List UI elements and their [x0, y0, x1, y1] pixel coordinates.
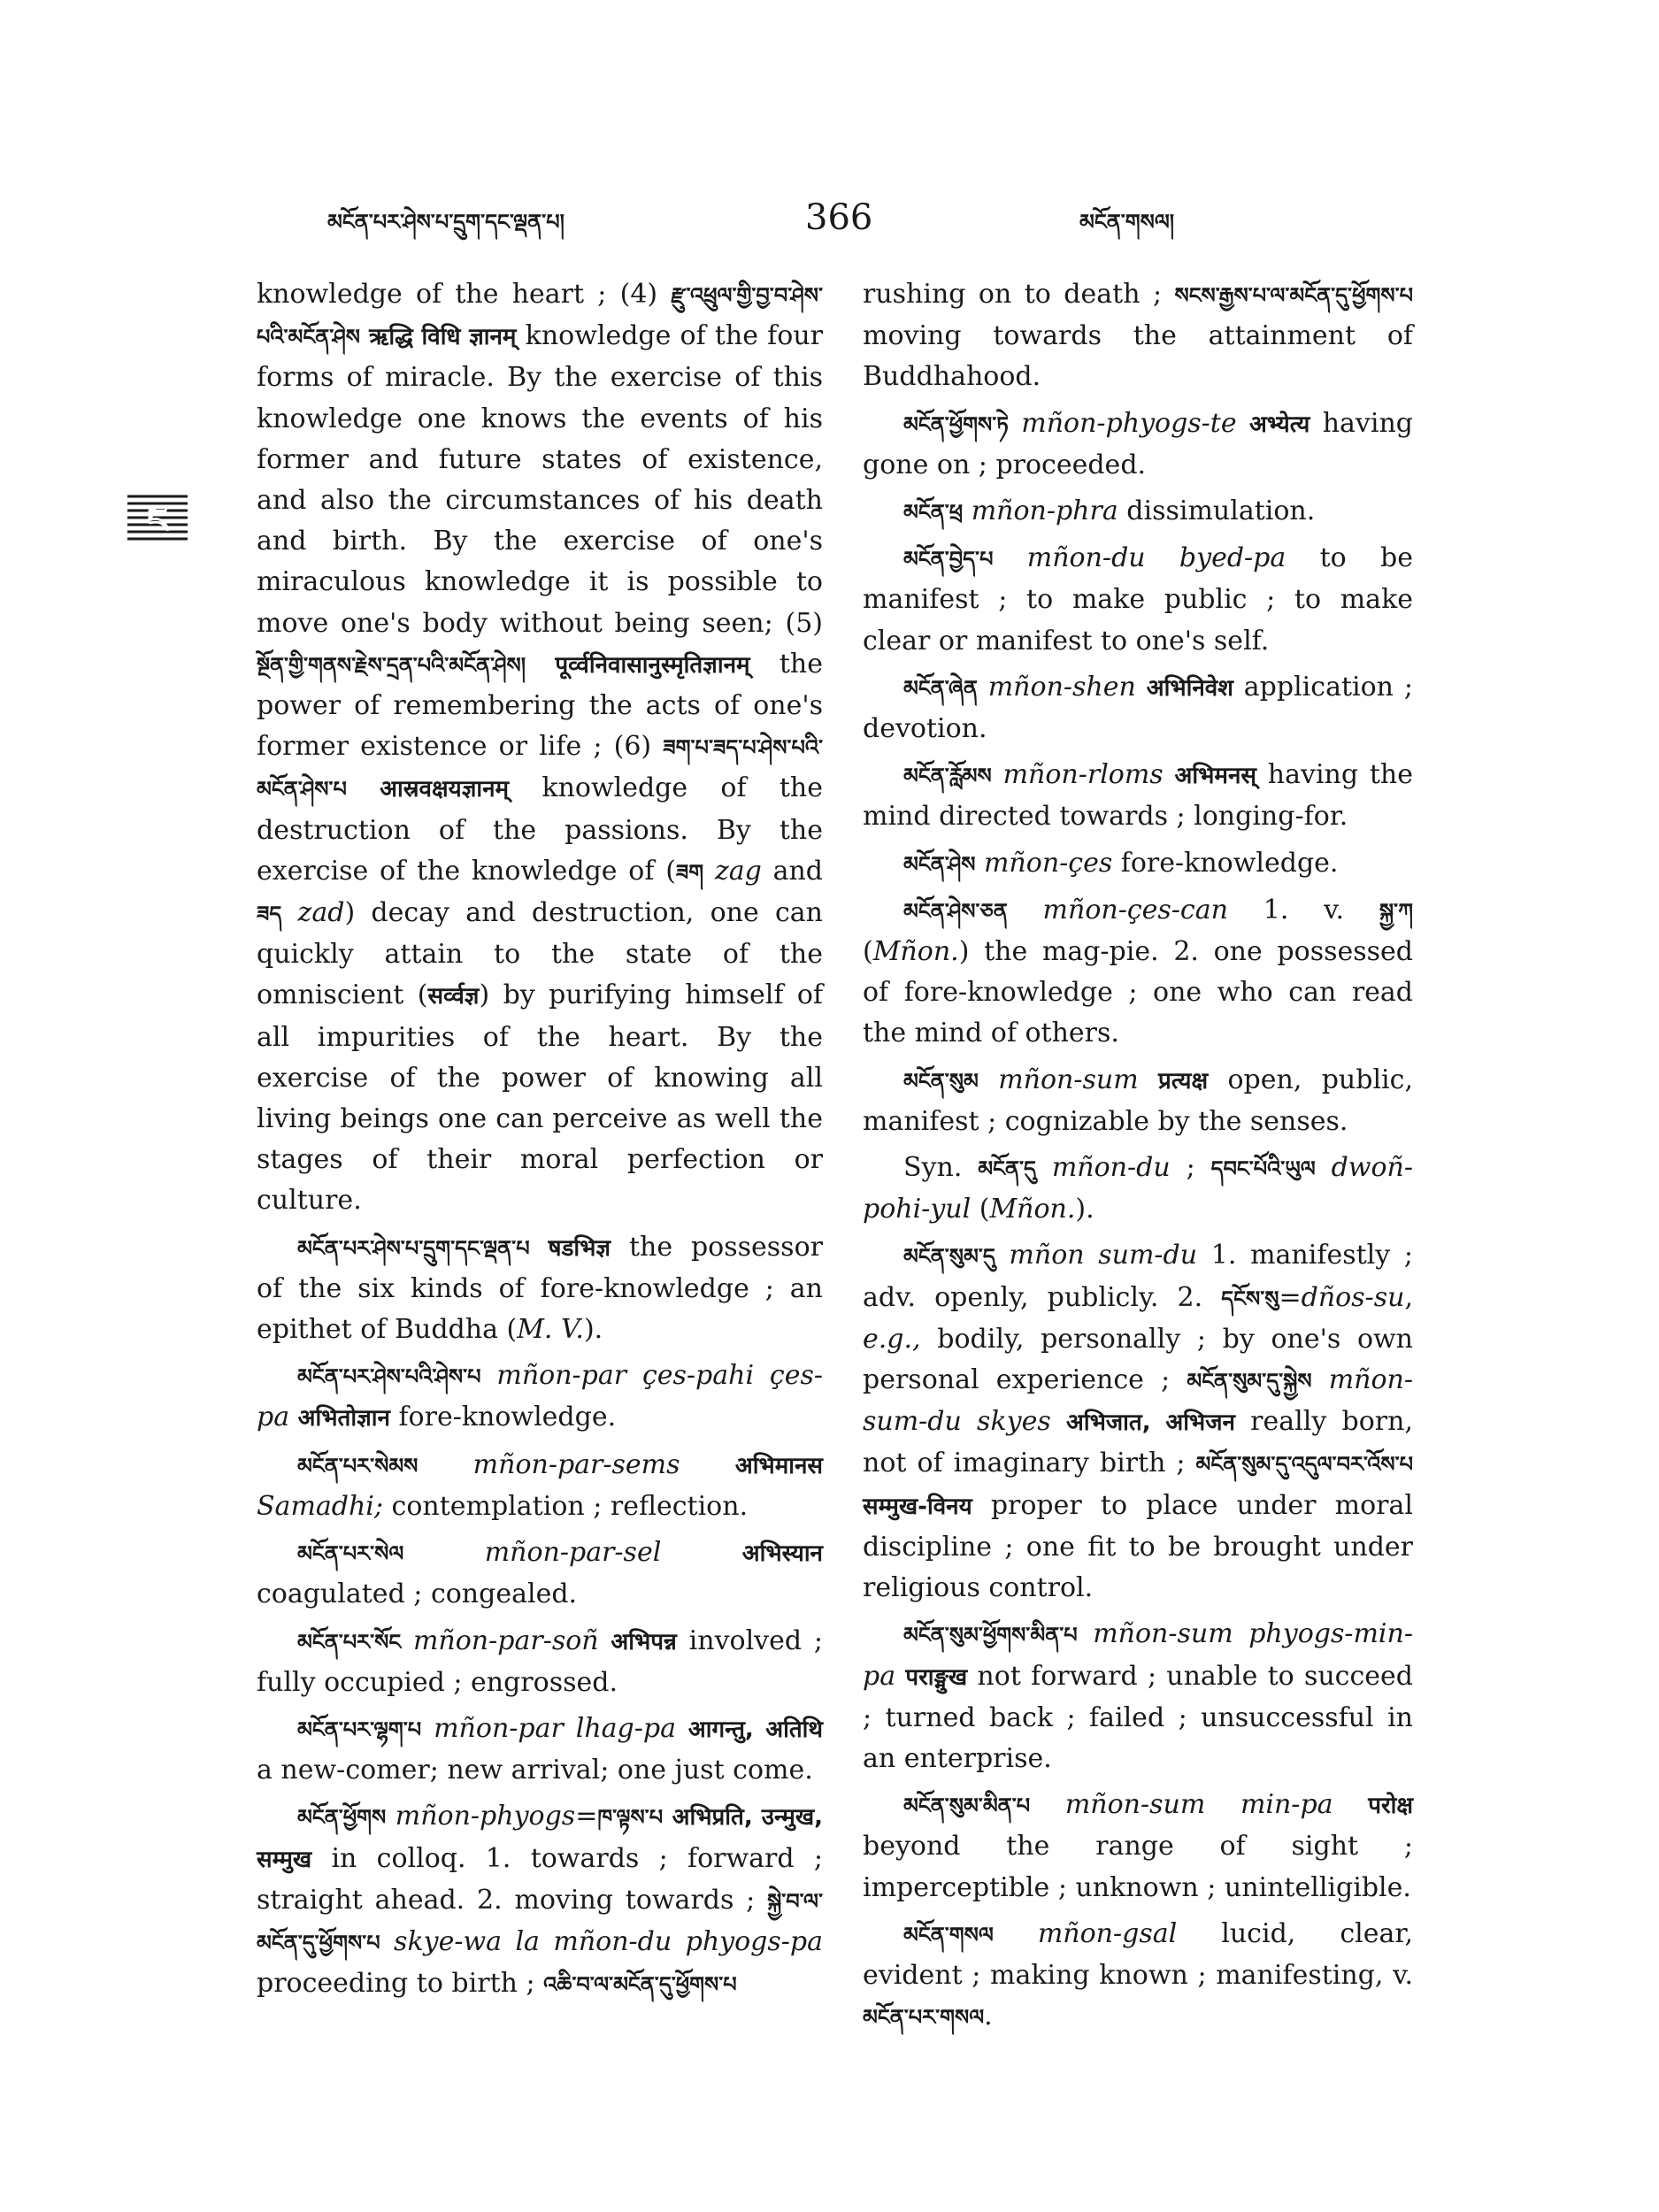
- definition-text: the possessor of the six kinds of fore-knowledge ; an epithet of Buddha (: [257, 1231, 823, 1346]
- definition-text: bodily, personally ; by one's own personal experience ;: [863, 1323, 1413, 1396]
- dictionary-entry: [863, 538, 1413, 662]
- tibetan-headword: མངོན་ཕྱོགས: [297, 1805, 387, 1831]
- dictionary-entry: [863, 755, 1413, 837]
- tibetan-headword: ཁ་ལྟས་པ: [597, 1805, 664, 1831]
- sanskrit-equivalent: ऋद्धि विधि ज्ञानम्: [369, 324, 517, 351]
- transliteration: mñon-du byed-pa: [1026, 542, 1286, 574]
- definition-text: coagulated ; congealed.: [257, 1578, 578, 1610]
- definition-text: (: [971, 1194, 990, 1225]
- definition-text: the power of remembering the acts of one's former existence or life ; (6): [257, 648, 823, 763]
- definition-text: [418, 1449, 472, 1480]
- transliteration: dwoñ-pohi-yul: [863, 1152, 1413, 1225]
- transliteration: dños-su: [1301, 1281, 1405, 1313]
- dictionary-entry: [257, 1796, 823, 2005]
- sanskrit-equivalent: परोक्ष: [1368, 1793, 1413, 1820]
- definition-text: [1312, 1364, 1329, 1395]
- tibetan-headword: ཟག་པ་ཟད་པ་ཤེས་པའི་མངོན་ཤེས་པ: [257, 735, 823, 803]
- right-column: [863, 274, 1413, 2043]
- definition-text: [386, 1801, 396, 1832]
- transliteration: M. V.: [517, 1314, 584, 1346]
- definition-text: [1333, 1789, 1369, 1820]
- sanskrit-equivalent: प्रत्यक्ष: [1158, 1067, 1209, 1094]
- tibetan-headword: སྐྱེ་བ་ལ་མངོན་དུ་ཕྱོགས་པ: [257, 1888, 823, 1955]
- definition-text: [347, 772, 380, 803]
- transliteration: mñon-par-sems: [472, 1448, 680, 1480]
- transliteration: mñon-par çes-pahi çes-pa: [257, 1360, 823, 1433]
- sanskrit-equivalent: आस्रवक्षयज्ञानम्: [380, 776, 510, 803]
- tibetan-headword: ཟག: [675, 859, 704, 885]
- sanskrit-equivalent: सर्व्वज्ञ: [427, 983, 480, 1010]
- tibetan-headword: མངོན་སུམ་དུ: [903, 1244, 995, 1270]
- definition-text: [979, 1064, 998, 1095]
- definition-text: [526, 649, 555, 680]
- definition-text: =: [575, 1801, 598, 1832]
- transliteration: mñon-shen: [987, 671, 1136, 703]
- tibetan-headword: ཟད: [257, 902, 282, 927]
- definition-text: [676, 1713, 688, 1744]
- definition-text: [993, 542, 1026, 573]
- dictionary-entry: [863, 890, 1413, 1055]
- definition-text: involved ; fully occupied ; engrossed.: [257, 1624, 823, 1698]
- definition-text: [1009, 408, 1021, 439]
- dictionary-entry: [863, 1235, 1413, 1609]
- definition-text: [1316, 1152, 1332, 1183]
- definition-text: lucid, clear, evident ; making known ; manifesting, v.: [863, 1917, 1413, 1991]
- definition-text: having gone on ; proceeded.: [863, 407, 1413, 480]
- sanskrit-equivalent: सम्मुख-विनय: [863, 1493, 972, 1520]
- tibetan-headword: མངོན་སུམ་མིན་པ: [903, 1793, 1031, 1819]
- transliteration: mñon-rloms: [1002, 759, 1164, 791]
- running-header: [257, 190, 1460, 243]
- dictionary-entry: [863, 274, 1413, 398]
- definition-text: fore-knowledge.: [389, 1402, 617, 1433]
- sanskrit-equivalent: आगन्तु, अतिथि: [687, 1716, 823, 1743]
- transliteration: mñon-phra: [971, 495, 1118, 527]
- definition-text: [403, 1537, 484, 1568]
- transliteration: skye-wa la mñon-du phyogs-pa: [394, 1925, 823, 1957]
- transliteration: mñon-phyogs: [395, 1801, 576, 1832]
- transliteration: Mñon.: [872, 936, 959, 968]
- definition-text: [661, 1537, 741, 1568]
- definition-text: [421, 1713, 434, 1744]
- transliteration: mñon-sum-du skyes: [863, 1364, 1413, 1438]
- transliteration: e.g.,: [863, 1323, 921, 1355]
- definition-text: [995, 1240, 1010, 1271]
- transliteration: Samadhi;: [257, 1490, 383, 1522]
- transliteration: mñon-par-sel: [484, 1537, 662, 1569]
- definition-text: [281, 897, 297, 928]
- definition-text: [1078, 1618, 1094, 1649]
- transliteration: zag: [714, 855, 762, 887]
- definition-text: really born, not of imaginary birth ;: [863, 1406, 1413, 1479]
- definition-text: [992, 759, 1003, 790]
- definition-text: to be manifest ; to make public ; to make clear or manifest to one's self.: [863, 542, 1413, 657]
- right-running-head: མངོན་གསལ།: [1079, 210, 1175, 234]
- transliteration: mñon-sum min-pa: [1064, 1789, 1333, 1821]
- definition-text: ) the mag-pie. 2. one possessed of fore-knowledge ; one who can read the mind of others.: [863, 936, 1413, 1049]
- definition-text: [1164, 759, 1175, 790]
- definition-text: (: [863, 936, 873, 968]
- dictionary-entry: [863, 1060, 1413, 1142]
- definition-text: 1. v.: [1227, 894, 1379, 926]
- tibetan-headword: མངོན་སུམ་དུ་སྐྱེས: [1187, 1369, 1312, 1394]
- transliteration: mñon-gsal: [1037, 1917, 1178, 1949]
- tibetan-headword: མངོན་ཤེས: [903, 851, 976, 877]
- definition-text: [975, 848, 984, 879]
- definition-text: [599, 1625, 611, 1656]
- definition-text: =: [1279, 1281, 1302, 1313]
- transliteration: mñon-du: [1051, 1152, 1171, 1184]
- dictionary-entry: [863, 667, 1413, 749]
- definition-text: ,: [1404, 1281, 1413, 1313]
- definition-text: [1136, 672, 1147, 703]
- tibetan-headword: མངོན་པར་ཤེས་པ་དྲུག་དང་ལྡན་པ: [297, 1235, 530, 1261]
- definition-text: [895, 1661, 905, 1692]
- definition-text: 1. manifestly ; adv. openly, publicly. 2.: [863, 1240, 1413, 1313]
- transliteration: zad: [297, 897, 345, 929]
- transliteration: Mñon.: [989, 1194, 1076, 1225]
- tibetan-headword: མངོན་བྱེད་པ: [903, 547, 994, 572]
- sanskrit-equivalent: अभिस्यान: [741, 1540, 823, 1568]
- margin-letter-icon: [124, 491, 191, 546]
- page-number: 366: [805, 197, 873, 238]
- tibetan-headword: མངོན་གསལ: [903, 1922, 994, 1947]
- definition-text: a new-comer; new arrival; one just come.: [257, 1755, 813, 1786]
- dictionary-entry: [257, 274, 823, 1222]
- dictionary-entry: [257, 1532, 823, 1615]
- transliteration: mñon-çes-can: [1042, 894, 1228, 926]
- tibetan-headword: མངོན་སུམ: [903, 1068, 979, 1094]
- definition-text: [481, 1360, 497, 1391]
- definition-text: proper to place under moral discipline ; one fit to be brought under religious control.: [863, 1489, 1413, 1604]
- definition-text: in colloq. 1. towards ; forward ; straight ahead. 2. moving towards ;: [257, 1842, 823, 1916]
- definition-text: ).: [583, 1314, 603, 1346]
- definition-text: knowledge of the four forms of miracle. By the exercise of this knowledge one knows the events of his former and future states of existence, and also the circumstances of his death and birth. By the exercise of one's miraculous knowledge it is possible to move one's body without being seen; (5): [257, 320, 823, 639]
- tibetan-headword: མངོན་པར་གསལ: [863, 2005, 985, 2031]
- sanskrit-equivalent: अभिपन्न: [611, 1628, 677, 1655]
- definition-text: [963, 495, 972, 526]
- definition-text: proceeding to birth ;: [257, 1968, 544, 2000]
- definition-text: open, public, manifest ; cognizable by the senses.: [863, 1064, 1413, 1137]
- tibetan-headword: དབང་པོའི་ཡུལ: [1210, 1156, 1316, 1182]
- tibetan-headword: མངོན་རློམས: [903, 764, 992, 789]
- definition-text: [1139, 1064, 1158, 1095]
- sanskrit-equivalent: अभितोज्ञान: [297, 1405, 390, 1432]
- dictionary-entry: [257, 1227, 823, 1351]
- sanskrit-equivalent: अभिप्रति, उन्मुख, सम्मुख: [257, 1804, 823, 1873]
- definition-text: knowledge of the destruction of the passions. By the exercise of the knowledge of (: [257, 772, 823, 887]
- dictionary-entry: [863, 403, 1413, 486]
- dictionary-entry: [863, 491, 1413, 533]
- tibetan-headword: མངོན་ཕྲ: [903, 500, 964, 526]
- definition-text: [289, 1402, 298, 1432]
- left-running-head: མངོན་པར་ཤེས་པ་དྲུག་དང་ལྡན་པ།: [327, 210, 565, 234]
- definition-text: beyond the range of sight ; imperceptible ; unknown ; unintelligible.: [863, 1831, 1413, 1903]
- transliteration: mñon-sum phyogs-min-pa: [863, 1618, 1413, 1692]
- definition-text: ) by purifying himself of all impurities of the heart. By the exercise of the power of knowing all living beings one can perceive as well the stages of their moral perfection or culture.: [257, 979, 824, 1217]
- definition-text: [1036, 1152, 1052, 1183]
- definition-text: .: [984, 2001, 993, 2032]
- definition-text: ;: [1170, 1152, 1211, 1184]
- definition-text: and: [761, 855, 823, 887]
- definition-text: [380, 1926, 394, 1957]
- sanskrit-equivalent: अभिमनस्: [1174, 763, 1256, 790]
- definition-text: [360, 320, 369, 351]
- transliteration: mñon-sum: [998, 1064, 1139, 1095]
- transliteration: mñon-par lhag-pa: [434, 1712, 676, 1744]
- definition-text: [978, 672, 988, 703]
- dictionary-entry: [863, 1914, 1413, 2039]
- dictionary-entry: [863, 1148, 1413, 1230]
- definition-text: [703, 856, 715, 887]
- dictionary-entry: [257, 1445, 823, 1527]
- tibetan-headword: སྐྱ་ཀ: [1379, 898, 1413, 924]
- dictionary-entry: [863, 1785, 1413, 1909]
- dictionary-entry: [257, 1356, 823, 1439]
- tibetan-headword: མངོན་པར་སེལ: [297, 1541, 404, 1567]
- definition-text: [994, 1918, 1038, 1949]
- definition-text: application ; devotion.: [863, 671, 1413, 745]
- dictionary-entry: [863, 1614, 1413, 1779]
- transliteration: mñon sum-du: [1009, 1240, 1198, 1271]
- sanskrit-equivalent: अभिजात, अभिजन: [1065, 1409, 1235, 1437]
- tibetan-headword: མངོན་པར་སོང: [297, 1629, 402, 1655]
- definition-text: [530, 1232, 549, 1263]
- sanskrit-equivalent: अभिनिवेश: [1146, 674, 1233, 702]
- sanskrit-equivalent: अभिमानस: [734, 1452, 823, 1479]
- transliteration: mñon-par-soñ: [412, 1624, 599, 1656]
- definition-text: not forward ; unable to succeed ; turned back ; failed ; unsuccessful in an enterprise.: [863, 1660, 1413, 1774]
- definition-text: [1051, 1406, 1066, 1437]
- tibetan-headword: མངོན་སུམ་ཕྱོགས་མིན་པ: [903, 1623, 1078, 1648]
- definition-text: contemplation ; reflection.: [383, 1490, 749, 1522]
- sanskrit-equivalent: पूर्व्वनिवासानुस्मृतिज्ञानम्: [555, 651, 750, 679]
- definition-text: moving towards the attainment of Buddhahood.: [863, 320, 1413, 393]
- margin-tab-mark: [124, 491, 191, 546]
- definition-text: knowledge of the heart ; (4): [257, 279, 672, 310]
- svg-text:ང: ང: [147, 500, 168, 541]
- tibetan-headword: མངོན་ཕྱོགས་ཏེ: [903, 411, 1009, 437]
- definition-text: ) decay and destruction, one can quickly attain to the state of the omniscient (: [257, 897, 823, 1011]
- definition-text: Syn.: [903, 1152, 979, 1184]
- definition-text: fore-knowledge.: [1112, 847, 1339, 879]
- tibetan-headword: སྔོན་གྱི་གནས་རྗེས་དྲན་པའི་མངོན་ཤེས།: [257, 652, 526, 678]
- definition-text: [401, 1625, 413, 1656]
- definition-text: [680, 1449, 735, 1480]
- sanskrit-equivalent: पराङ्मुख: [905, 1663, 968, 1691]
- definition-text: [1008, 895, 1043, 926]
- definition-text: [663, 1801, 672, 1832]
- definition-text: [1030, 1789, 1065, 1820]
- transliteration: mñon-çes: [983, 847, 1113, 879]
- tibetan-headword: འཆི་བ་ལ་མངོན་དུ་ཕྱོགས་པ: [543, 1972, 737, 1998]
- tibetan-headword: དངོས་སུ: [1221, 1286, 1279, 1311]
- dictionary-entry: [257, 1709, 823, 1791]
- tibetan-headword: སངས་རྒྱས་པ་ལ་མངོན་དུ་ཕྱོགས་པ: [1174, 283, 1413, 308]
- transliteration: mñon-phyogs-te: [1021, 407, 1237, 439]
- sanskrit-equivalent: अभ्येत्य: [1248, 411, 1310, 438]
- left-column: [257, 274, 823, 2010]
- sanskrit-equivalent: षडभिज्ञ: [548, 1234, 611, 1262]
- tibetan-headword: མངོན་སུམ་དུ་འདུལ་བར་འོས་པ: [1195, 1452, 1413, 1478]
- definition-text: ).: [1075, 1194, 1094, 1225]
- tibetan-headword: རྫུ་འཕྲུལ་གྱི་བྱ་བ་ཤེས་པའི་མངོན་ཤེས: [257, 283, 823, 350]
- definition-text: having the mind directed towards ; longing-for.: [863, 759, 1414, 833]
- dictionary-entry: [257, 1621, 823, 1703]
- definition-text: dissimulation.: [1118, 495, 1316, 527]
- dictionary-entry: [863, 843, 1413, 885]
- tibetan-headword: མངོན་པར་ལྷག་པ: [297, 1717, 422, 1742]
- tibetan-headword: མངོན་ཞེན: [903, 675, 978, 701]
- tibetan-headword: མངོན་ཤེས་ཅན: [903, 898, 1008, 924]
- definition-text: rushing on to death ;: [863, 279, 1175, 310]
- tibetan-headword: མངོན་པར་སེམས: [297, 1453, 419, 1479]
- tibetan-headword: མངོན་དུ: [978, 1156, 1036, 1182]
- tibetan-headword: མངོན་པར་ཤེས་པའི་ཤེས་པ: [297, 1364, 481, 1390]
- definition-text: [1237, 408, 1249, 439]
